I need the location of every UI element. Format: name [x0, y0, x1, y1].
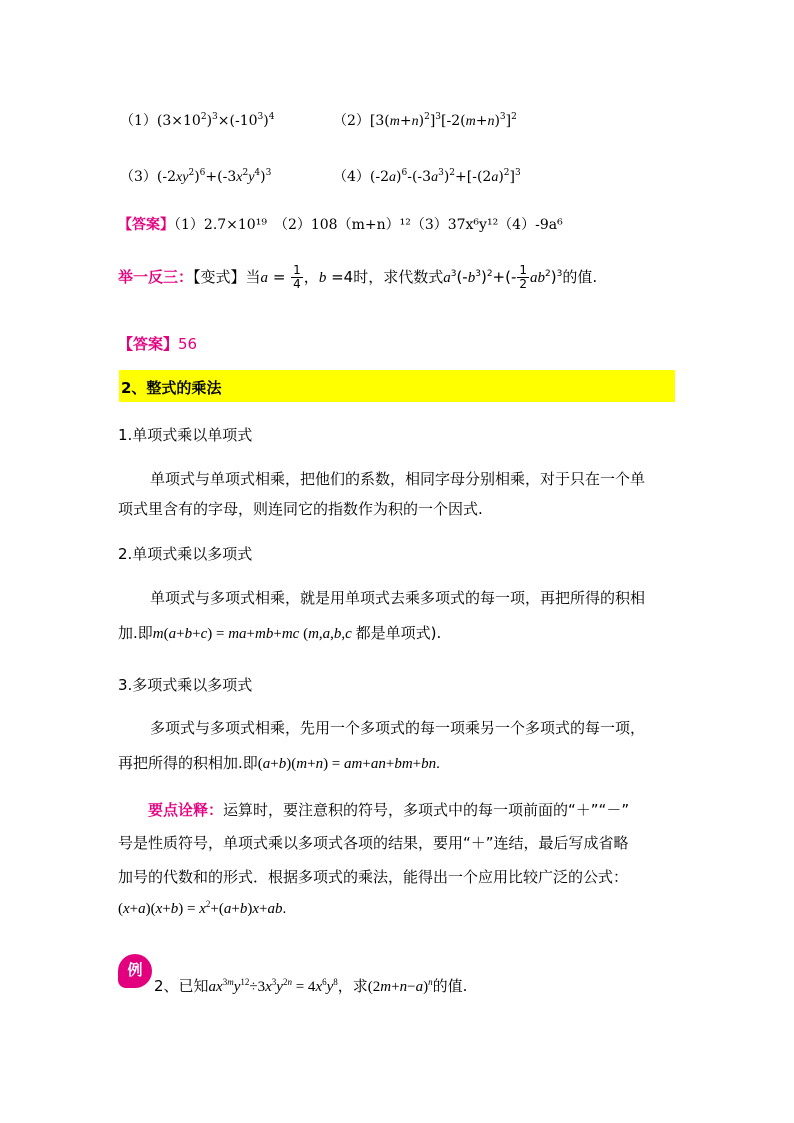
sub2-heading: 2.单项式乘以多项式: [118, 545, 253, 563]
sub3-formula: (a+b)(m+n) = am+an+bm+bn.: [257, 756, 440, 772]
example-question: [154, 975, 467, 996]
variant-text-b: ，: [303, 268, 319, 286]
variant-tag: 【变式】: [193, 268, 246, 286]
variant-text-c: 时，求代数式: [353, 268, 444, 286]
answer-1: [118, 214, 563, 234]
problem-4-expr: $(-2a)^6-(-3a^3)^2+[-(2a)^2]^3$: [369, 168, 521, 185]
sub3-heading: 3.多项式乘以多项式: [118, 676, 253, 694]
answer-2-tag: 【答案】: [118, 335, 179, 353]
sub1-heading: 1.单项式乘以单项式: [118, 426, 253, 444]
example-prefix: 2、已知: [154, 977, 209, 995]
note-line3: 加号的代数和的形式．根据多项式的乘法，能得出一个应用比较广泛的公式：: [118, 868, 629, 886]
note-tag: 要点诠释：: [148, 801, 224, 819]
example-given: $ax^{3m}y^{12}\div 3x^3y^{2n} = 4x^6y^8$: [208, 977, 338, 995]
problem-1-expr: $(3\times 10^2)^3\times(-10^3)^4$: [156, 112, 275, 129]
note-line1-text: 运算时，要注意积的符号，多项式中的每一项前面的“＋”“－”: [223, 801, 630, 819]
example-badge: 例: [118, 954, 152, 988]
sub2-suffix: 都是单项式).: [355, 624, 442, 642]
answer-1-tag: 【答案】: [118, 217, 174, 233]
sub3-body-line2: [118, 752, 440, 773]
variant-math-b: b: [318, 270, 327, 286]
problem-3-expr: $(-2xy^2)^6+(-3x^2y^4)^3$: [156, 168, 272, 185]
problem-4-label: （4）: [333, 169, 370, 185]
answer-2-value: 56: [178, 335, 198, 353]
variant-expr: $a^3(-b^3)^2+(-$ $\frac{1}{2}$ $ab^2)^3$: [443, 263, 563, 291]
problem-1-label: （1）: [120, 113, 157, 129]
sub2-body-line1: 单项式与多项式相乘，就是用单项式去乘多项式的每一项，再把所得的积相: [150, 589, 646, 607]
note-formula: $(x+a)(x+b) = x^2+(a+b)x+ab$.: [118, 899, 287, 917]
sub2-body-line2: [118, 622, 441, 643]
answer-2: [118, 333, 197, 354]
variant-prefix: 举一反三：: [118, 268, 194, 286]
problem-row-4: [333, 166, 521, 186]
example-target: $(2m+n-a)^n$: [367, 977, 433, 995]
example-mid: ，求: [337, 977, 368, 995]
section-title: 2、整式的乘法: [121, 379, 222, 397]
variant-text-end: 的值.: [562, 268, 598, 286]
variant-question: 举一反三：【变式】当a = $\frac{1}{4}$ ，b =4时，求代数式$a^3(-b^3)^2+(-$ $\frac{1}{2}$ $ab^2)^3$的值.: [118, 263, 598, 291]
problem-row-2: [333, 110, 517, 130]
section-heading-band: [119, 370, 675, 402]
variant-text-a: 当: [245, 268, 261, 286]
problem-2-label: （2）: [333, 113, 370, 129]
problem-row-1: [120, 110, 274, 130]
note-line2: 号是性质符号，单项式乘以多项式各项的结果，要用“＋”连结，最后写成省略: [118, 834, 629, 852]
variant-frac-quarter: $\frac{1}{4}$: [293, 263, 301, 291]
problem-2-expr: $[3(m+n)^2]^3[-2(m+n)^3]^2$: [369, 112, 517, 129]
sub2-prefix: 加.即: [118, 624, 153, 642]
sub1-body-line1: 单项式与单项式相乘，把他们的系数，相同字母分别相乘，对于只在一个单: [150, 470, 646, 488]
answer-1-text: （1）2.7×10¹⁹ （2）108（m+n）¹²（3）37x⁶y¹²（4）-9a⁶: [174, 217, 563, 233]
sub2-formula: m(a+b+c) = ma+mb+mc (m,a,b,c: [152, 626, 352, 642]
sub3-prefix: 再把所得的积相加.即: [118, 754, 258, 772]
sub3-body-line1: 多项式与多项式相乘，先用一个多项式的每一项乘另一个多项式的每一项，: [150, 719, 646, 737]
variant-math-a: a: [260, 270, 269, 286]
sub1-body-line2: 项式里含有的字母，则连同它的指数作为积的一个因式.: [118, 500, 483, 518]
example-end: 的值.: [432, 977, 468, 995]
note-line1: [148, 799, 629, 820]
problem-3-label: （3）: [120, 169, 157, 185]
problem-row-3: [120, 166, 271, 186]
